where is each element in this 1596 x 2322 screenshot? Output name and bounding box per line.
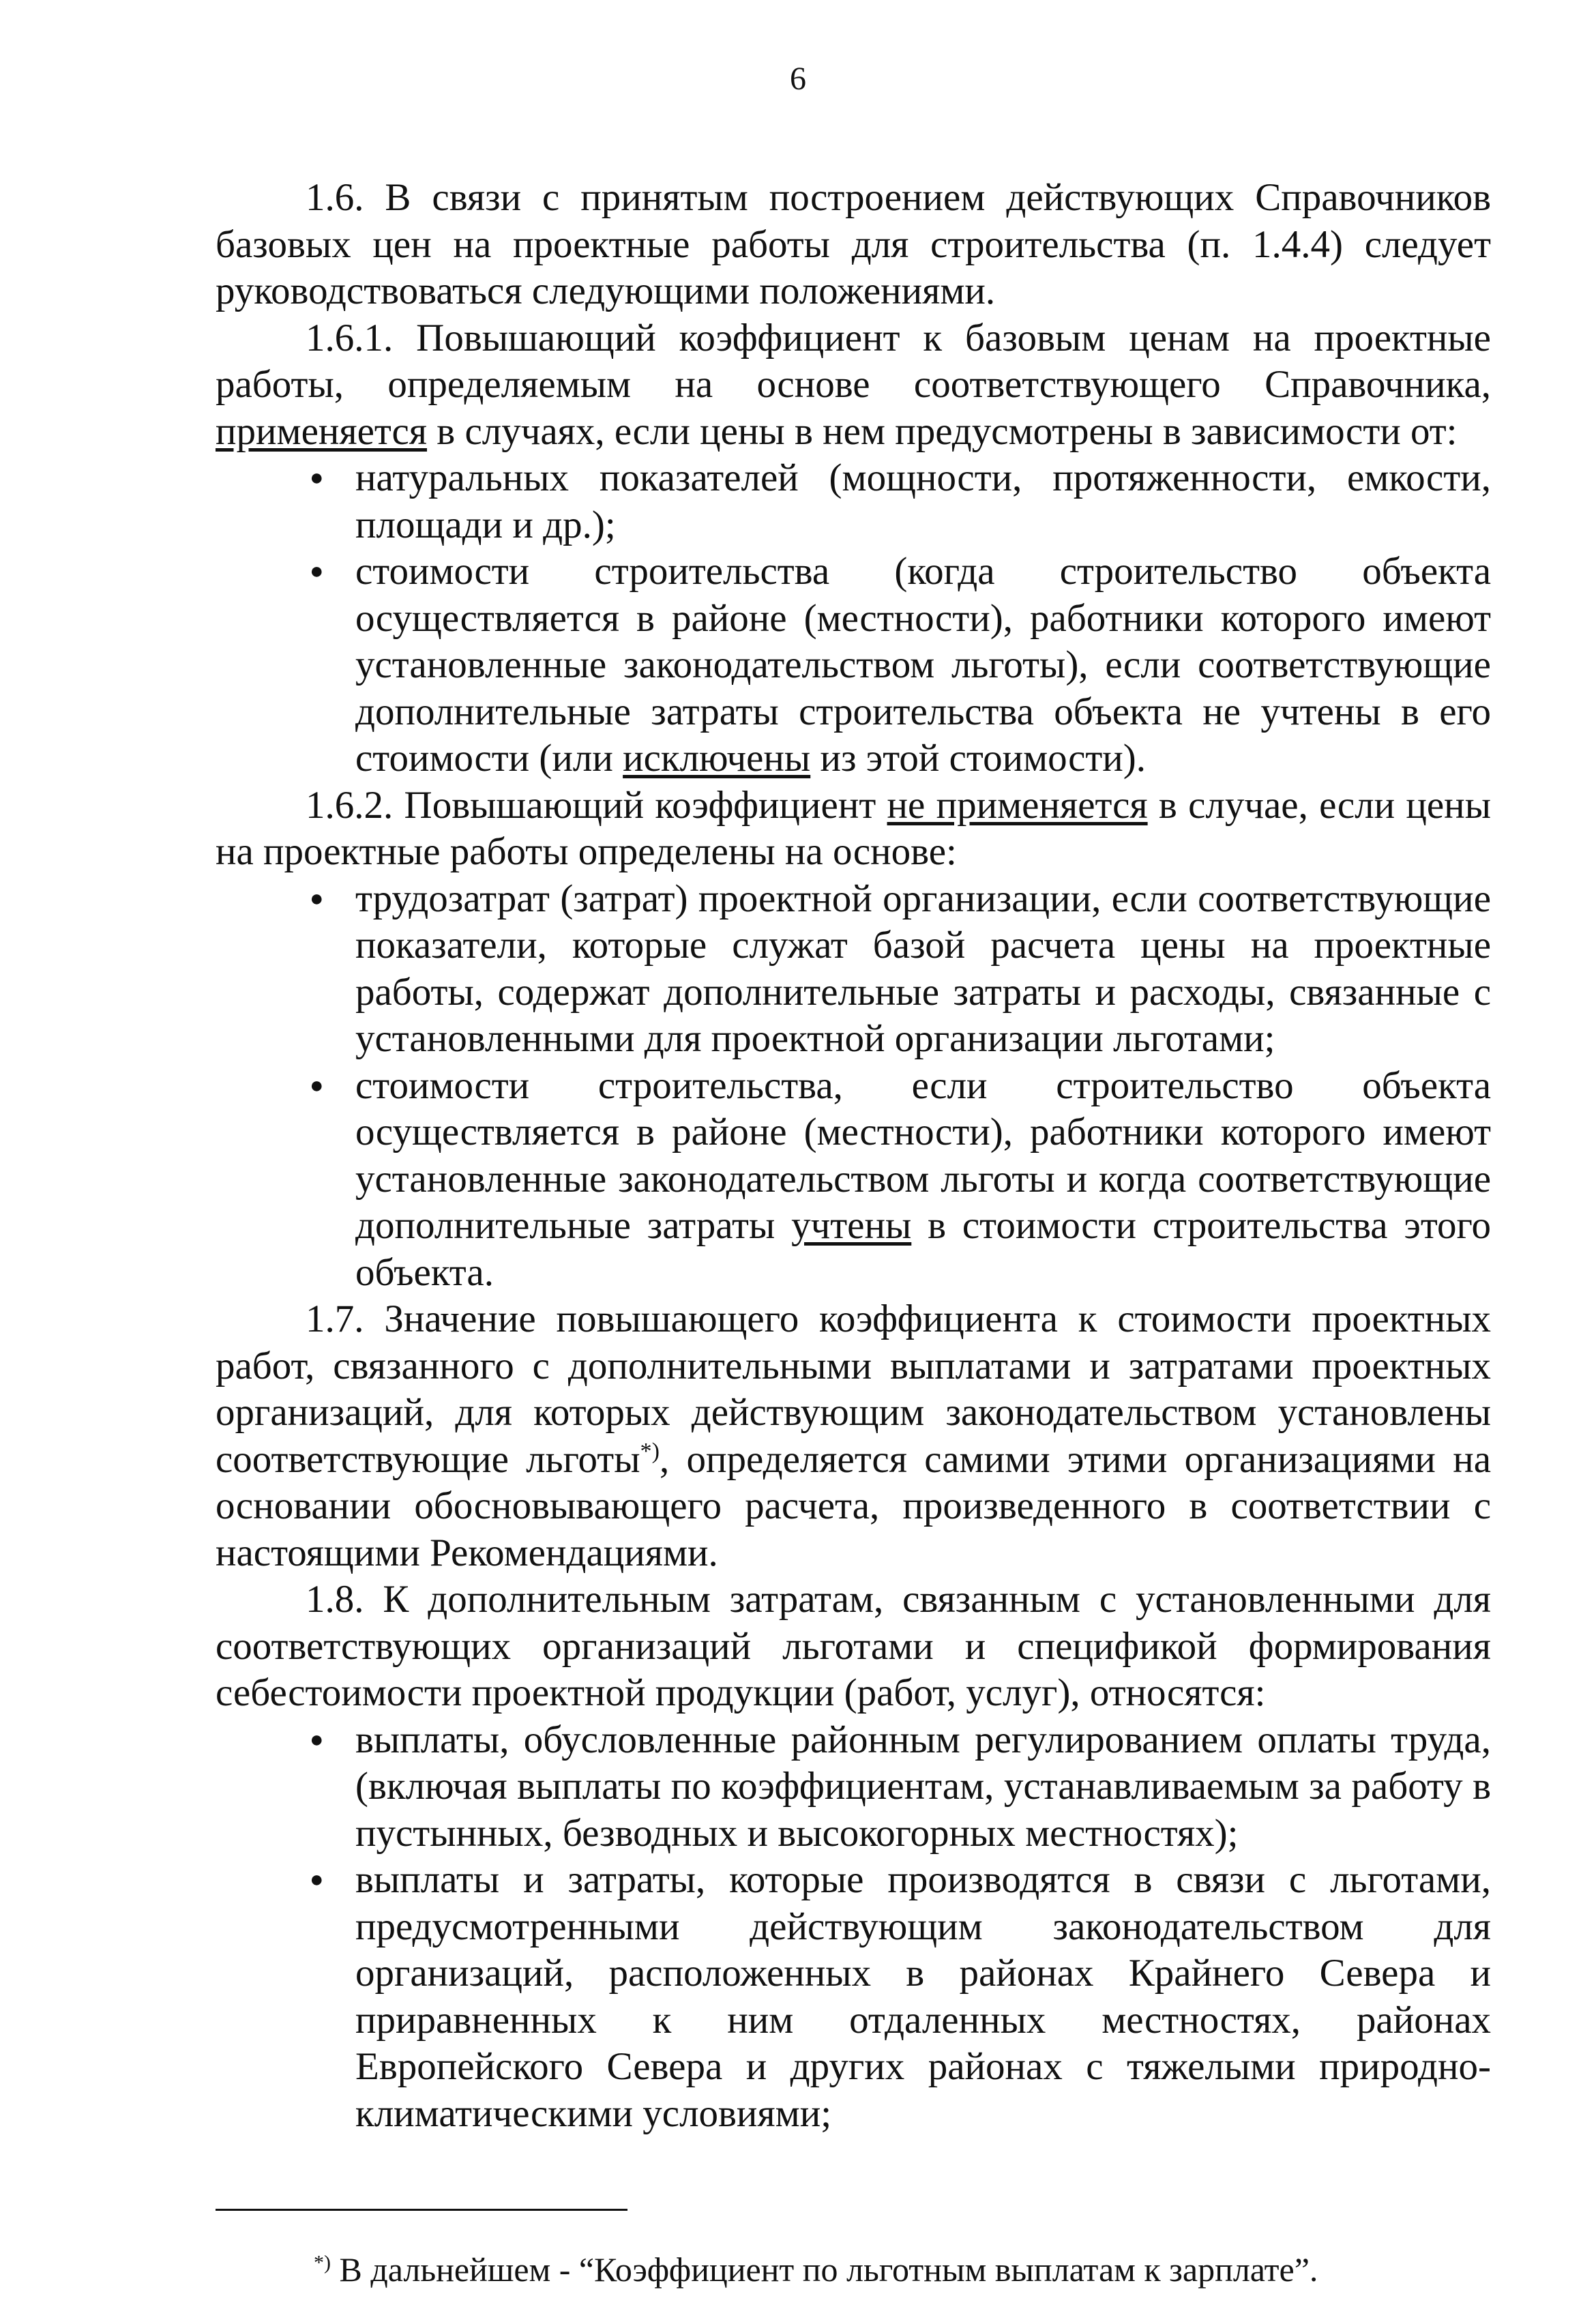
underlined-term: применяется xyxy=(216,409,428,453)
footnote-separator xyxy=(216,2209,627,2211)
list-item-text: в стоимости строительства этого объекта. xyxy=(355,1204,1491,1294)
list-item-text: стоимости строительства (когда строительство объекта осуществляется в районе (местности), работники которого имеют установленные законодательством льготы), если соответствующие дополнительные затраты строительства объекта не учтены в его стоимости (или xyxy=(355,550,1491,780)
underlined-term: учтены xyxy=(791,1204,912,1247)
paragraph-1-6: 1.6. В связи с принятым построением действующих Справочников базовых цен на проектные работы для строительства (п. 1.4.4) следует руководствоваться следующими положениями. xyxy=(216,176,1491,312)
list-item-text: из этой стоимости). xyxy=(810,737,1147,780)
paragraph-text: 1.7. Значение повышающего коэффициента к стоимости проектных работ, связанного с дополнительными выплатами и затратами проектных организаций, для которых действующим законодательством установлены соответствующие льготы xyxy=(216,1297,1491,1481)
bullet-list-1-6-2 xyxy=(216,876,1491,1297)
list-item: ● выплаты, обусловленные районным регулированием оплаты труда, (включая выплаты по коэффициентам, устанавливаемым за работу в пустынных, безводных и высокогорных местностях); xyxy=(216,1717,1491,1857)
list-item: ● выплаты и затраты, которые производятся в связи с льготами, предусмотренными действующим законодательством для организаций, расположенных в районах Крайнего Севера и приравненных к ним отдаленных местностях, районах Европейского Севера и других районах с тяжелыми природно-климатическими условиями; xyxy=(216,1857,1491,2137)
paragraph-1-8: 1.8. К дополнительным затратам, связанным с установленными для соответствующих организаций льготами и спецификой формирования себестоимости проектной продукции (работ, услуг), относятся: xyxy=(216,1578,1491,1714)
list-item-text: стоимости строительства, если строительство объекта осуществляется в районе (местности), работники которого имеют установленные законодательством льготы и когда соответствующие дополнительные затраты xyxy=(355,1063,1491,1247)
bullet-list-1-8 xyxy=(216,1717,1491,2138)
footnote xyxy=(314,2250,1318,2289)
list-item: ● натуральных показателей (мощности, протяженности, емкости, площади и др.); xyxy=(216,455,1491,548)
list-item: ● трудозатрат (затрат) проектной организации, если соответствующие показатели, которые служат базой расчета цены на проектные работы, содержат дополнительные затраты и расходы, связанные с установленными для проектной организации льготами; xyxy=(216,876,1491,1063)
underlined-term: исключены xyxy=(623,737,811,780)
paragraph-text: 1.6.2. Повышающий коэффициент xyxy=(306,783,887,827)
list-item xyxy=(216,1063,1491,1297)
bullet-list-1-6-1 xyxy=(216,455,1491,782)
underlined-term: не применяется xyxy=(887,783,1148,827)
footnote-marker: *) xyxy=(314,2251,331,2274)
list-item xyxy=(216,548,1491,782)
paragraph-1-6-1 xyxy=(216,315,1491,456)
paragraph-text: в случае, если цены на проектные работы определены на основе: xyxy=(216,783,1491,873)
paragraph-text: 1.6.1. Повышающий коэффициент к базовым ценам на проектные работы, определяемым на основе соответствующего Справочника, xyxy=(216,316,1491,406)
paragraph-1-7 xyxy=(216,1296,1491,1576)
footnote-reference: *) xyxy=(640,1438,660,1464)
page-number: 6 xyxy=(790,61,806,97)
document-body xyxy=(216,175,1491,2137)
paragraph-text: , определяется самими этими организациями на основании обосновывающего расчета, произведенного в соответствии с настоящими Рекомендациями. xyxy=(216,1437,1492,1574)
footnote-text: В дальнейшем - “Коэффициент по льготным выплатам к зарплате”. xyxy=(331,2250,1318,2289)
paragraph-text: в случаях, если цены в нем предусмотрены в зависимости от: xyxy=(427,409,1458,453)
paragraph-1-6-2 xyxy=(216,782,1491,876)
